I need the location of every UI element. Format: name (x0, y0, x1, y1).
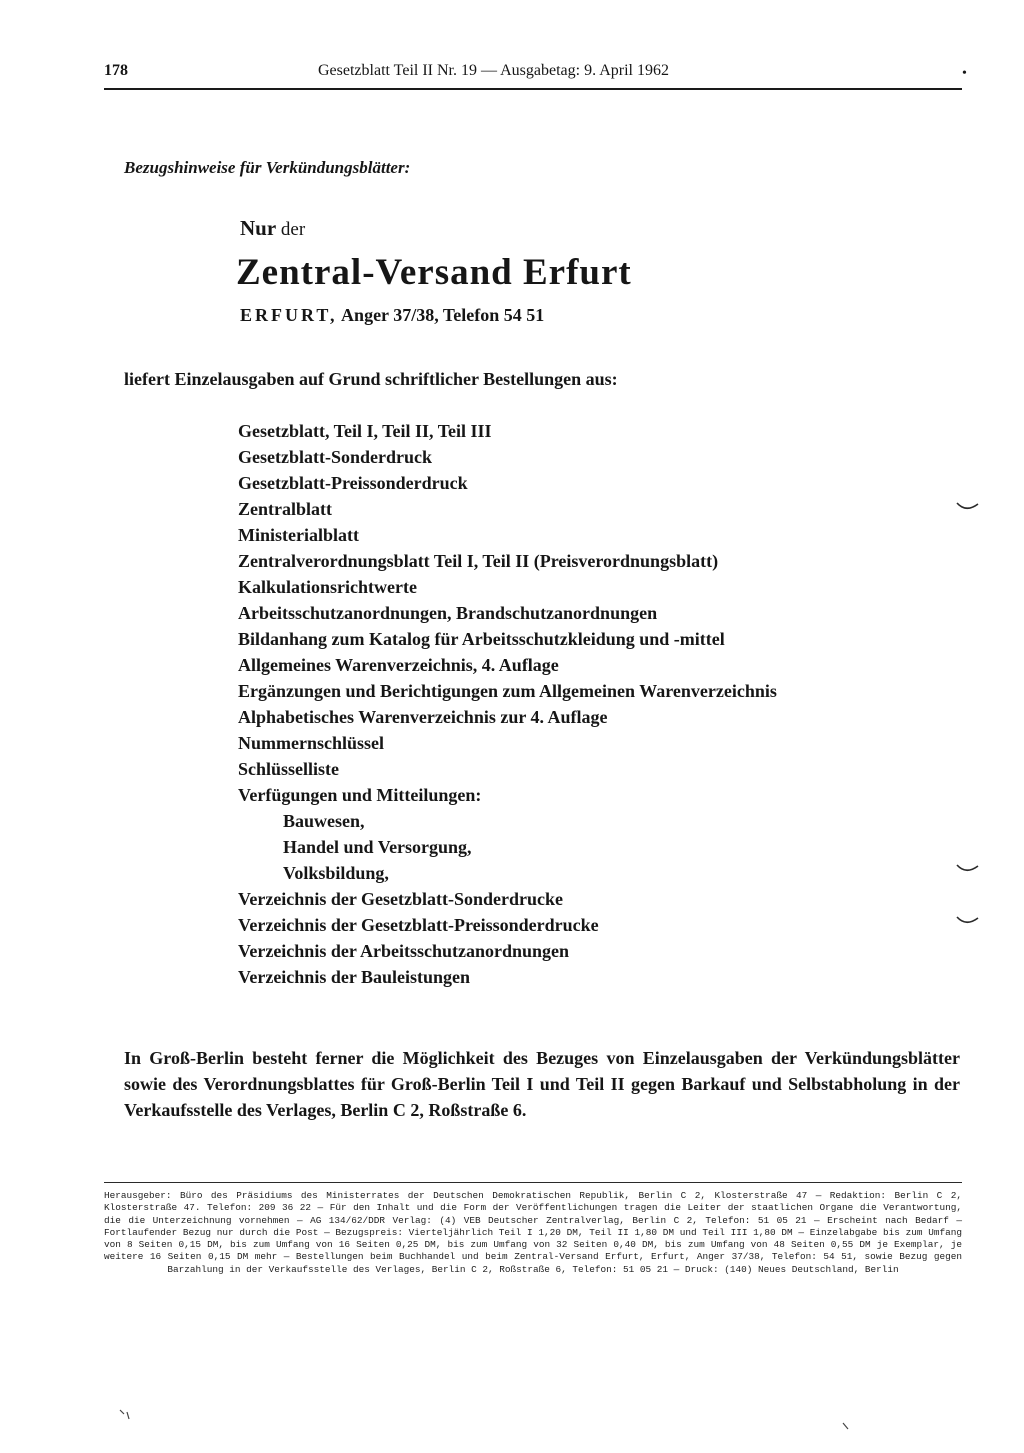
list-item: Allgemeines Warenverzeichnis, 4. Auflage (238, 655, 559, 675)
list-item: Gesetzblatt, Teil I, Teil II, Teil III (238, 421, 492, 441)
list-item: Arbeitsschutzanordnungen, Brandschutzanordnungen (238, 603, 658, 623)
sub-list-item: Volksbildung, (283, 863, 389, 883)
list-item: Kalkulationsrichtwerte (238, 577, 417, 597)
intro-line: liefert Einzelausgaben auf Grund schriftlicher Bestellungen aus: (124, 369, 618, 389)
nur-der-line (240, 216, 305, 241)
list-item: Gesetzblatt-Sonderdruck (238, 447, 432, 467)
address-city: ERFURT, (240, 305, 338, 325)
margin-curve-mark (956, 914, 980, 928)
nur-word: Nur (240, 216, 277, 240)
list-item: Verzeichnis der Bauleistungen (238, 967, 471, 987)
scan-speck-mark (840, 1420, 852, 1432)
company-name: Zentral-Versand Erfurt (236, 252, 632, 293)
list-item: Verzeichnis der Gesetzblatt-Preissonderdrucke (238, 915, 599, 935)
list-item: Ministerialblatt (238, 525, 359, 545)
imprint-text: Herausgeber: Büro des Präsidiums des Ministerrates der Deutschen Demokratischen Republik, Berlin C 2, Klosterstraße 47 — Redaktion: Berlin C 2, Klosterstraße 47. Telefon: 209 36 22 — Für den Inhalt und die Form der Veröffentlichungen tragen die Leiter der staatlichen Organe die Verantwortung, die die Unterzeichnung vornehmen — AG 134/62/DDR Verlag: (4) VEB Deutscher Zentralverlag, Berlin C 2, Telefon: 51 05 21 — Erscheint nach Bedarf — Fortlaufender Bezug nur durch die Post — Bezugspreis: Vierteljährlich Teil I 1,20 DM, Teil II 1,80 DM und Teil III 1,80 DM — Einzelabgabe bis zum Umfang von 8 Seiten 0,15 DM, bis zum Umfang von 16 Seiten 0,25 DM, bis zum Umfang von 32 Seiten 0,40 DM, bis zum Umfang von 48 Seiten 0,55 DM je Exemplar, je weitere 16 Seiten 0,15 DM mehr — Bestellungen beim Buchhandel und beim Zentral-Versand Erfurt, Erfurt, Anger 37/38, Telefon: 54 51, sowie Bezug gegen Barzahlung in der Verkaufsstelle des Verlages, Berlin C 2, Roßstraße 6, Telefon: 51 05 21 — Druck: (140) Neues Deutschland, Berlin (104, 1190, 962, 1275)
publication-list (238, 418, 777, 990)
list-item: Zentralblatt (238, 499, 332, 519)
list-item: Ergänzungen und Berichtigungen zum Allgemeinen Warenverzeichnis (238, 681, 777, 701)
berlin-notice: In Groß-Berlin besteht ferner die Möglichkeit des Bezuges von Einzelausgaben der Verkündungsblätter sowie des Verordnungsblattes für Groß-Berlin Teil I und Teil II gegen Barkauf und Selbstabholung in der Verkaufsstelle des Verlages, Berlin C 2, Roßstraße 6. (124, 1048, 960, 1120)
list-item: Verzeichnis der Arbeitsschutzanordnungen (238, 941, 570, 961)
list-item: Bildanhang zum Katalog für Arbeitsschutzkleidung und -mittel (238, 629, 725, 649)
list-item: Schlüsselliste (238, 759, 340, 779)
margin-curve-mark (956, 862, 980, 876)
sub-heading-label: Verfügungen und Mitteilungen: (238, 785, 482, 805)
list-item: Verzeichnis der Gesetzblatt-Sonderdrucke (238, 889, 563, 909)
sub-list-item: Bauwesen, (283, 811, 365, 831)
header-rule (104, 88, 962, 90)
page-number: 178 (104, 62, 128, 79)
sub-list-item: Handel und Versorgung, (283, 837, 472, 857)
list-item: Nummernschlüssel (238, 733, 385, 753)
margin-curve-mark (956, 500, 980, 514)
der-word: der (276, 219, 306, 240)
list-item: Alphabetisches Warenverzeichnis zur 4. Auflage (238, 707, 608, 727)
header-title: Gesetzblatt Teil II Nr. 19 — Ausgabetag: 9. April 1962 (318, 62, 669, 79)
header-corner-mark: • (962, 66, 967, 81)
footer-rule (104, 1182, 962, 1183)
sub-list (238, 808, 777, 886)
list-item: Zentralverordnungsblatt Teil I, Teil II (Preisverordnungsblatt) (238, 551, 719, 571)
scan-speck-mark (118, 1408, 134, 1422)
list-item: Gesetzblatt-Preissonderdruck (238, 473, 468, 493)
company-address (240, 305, 544, 326)
list-item-sub-heading (238, 782, 777, 886)
address-rest: Anger 37/38, Telefon 54 51 (337, 305, 545, 325)
section-subtitle: Bezugshinweise für Verkündungsblätter: (124, 158, 411, 177)
